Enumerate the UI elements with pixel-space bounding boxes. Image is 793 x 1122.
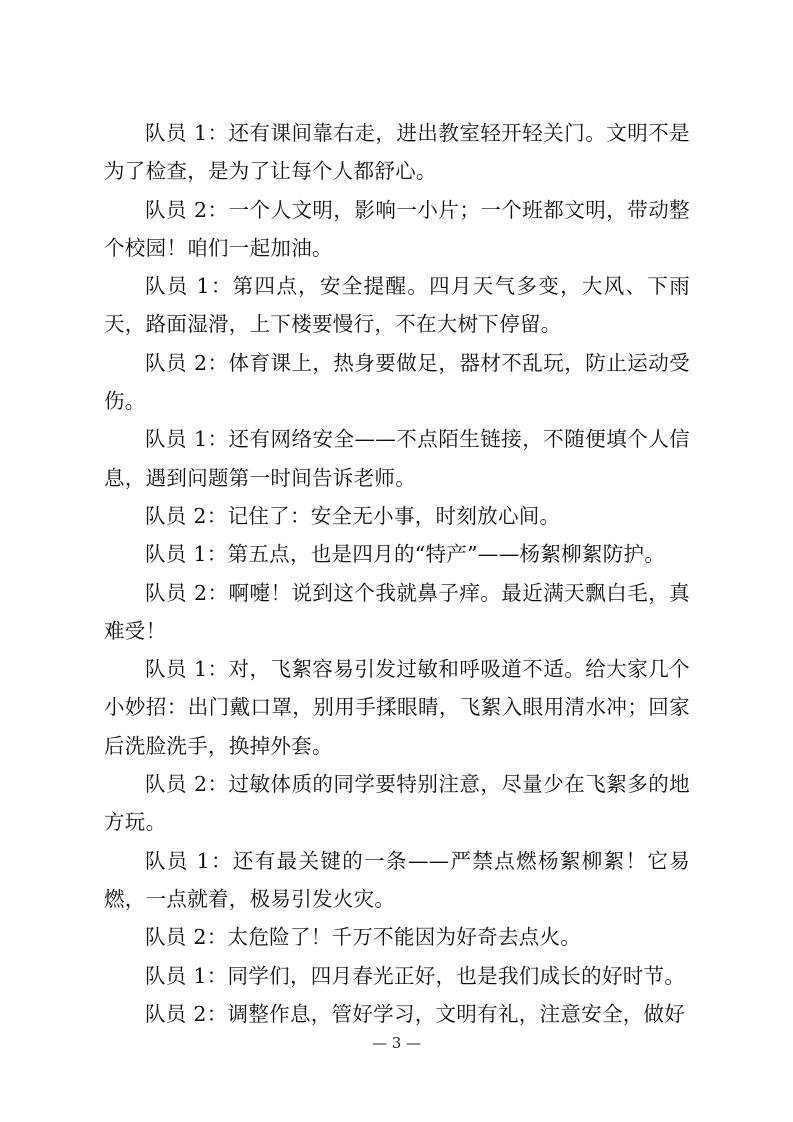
paragraph-7: 队员 1：第五点，也是四月的“特产”——杨絮柳絮防护。 [145,542,666,567]
document-body [104,114,690,1033]
paragraph-5: 队员 1：还有网络安全——不点陌生链接，不随便填个人信息，遇到问题第一时间告诉老师。 [104,427,690,490]
paragraph-2: 队员 2：一个人文明，影响一小片；一个班都文明，带动整个校园！咱们一起加油。 [104,197,690,260]
paragraph-4: 队员 2：体育课上，热身要做足，器材不乱玩，防止运动受伤。 [104,350,690,414]
paragraph-13: 队员 1：同学们，四月春光正好，也是我们成长的好时节。 [145,963,686,988]
paragraph-1: 队员 1：还有课间靠右走，进出教室轻开轻关门。文明不是为了检查，是为了让每个人都舒心。 [104,121,690,184]
paragraph-14: 队员 2：调整作息，管好学习，文明有礼，注意安全，做好 [145,1001,686,1026]
page-number: — 3 — [371,1034,422,1052]
paragraph-12: 队员 2：太危险了！千万不能因为好奇去点火。 [145,925,582,950]
paragraph-8: 队员 2：啊嚏！说到这个我就鼻子痒。最近满天飘白毛，真难受！ [104,580,690,643]
paragraph-11: 队员 1：还有最关键的一条——严禁点燃杨絮柳絮！它易燃，一点就着，极易引发火灾。 [104,848,690,911]
paragraph-3: 队员 1：第四点，安全提醒。四月天气多变，大风、下雨天，路面湿滑，上下楼要慢行，不在大树下停留。 [104,274,690,337]
paragraph-6: 队员 2：记住了：安全无小事，时刻放心间。 [145,503,561,528]
paragraph-10: 队员 2：过敏体质的同学要特别注意，尽量少在飞絮多的地方玩。 [104,772,690,835]
paragraph-9: 队员 1：对，飞絮容易引发过敏和呼吸道不适。给大家几个小妙招：出门戴口罩，别用手揉眼睛，飞絮入眼用清水冲；回家后洗脸洗手，换掉外套。 [104,657,690,758]
